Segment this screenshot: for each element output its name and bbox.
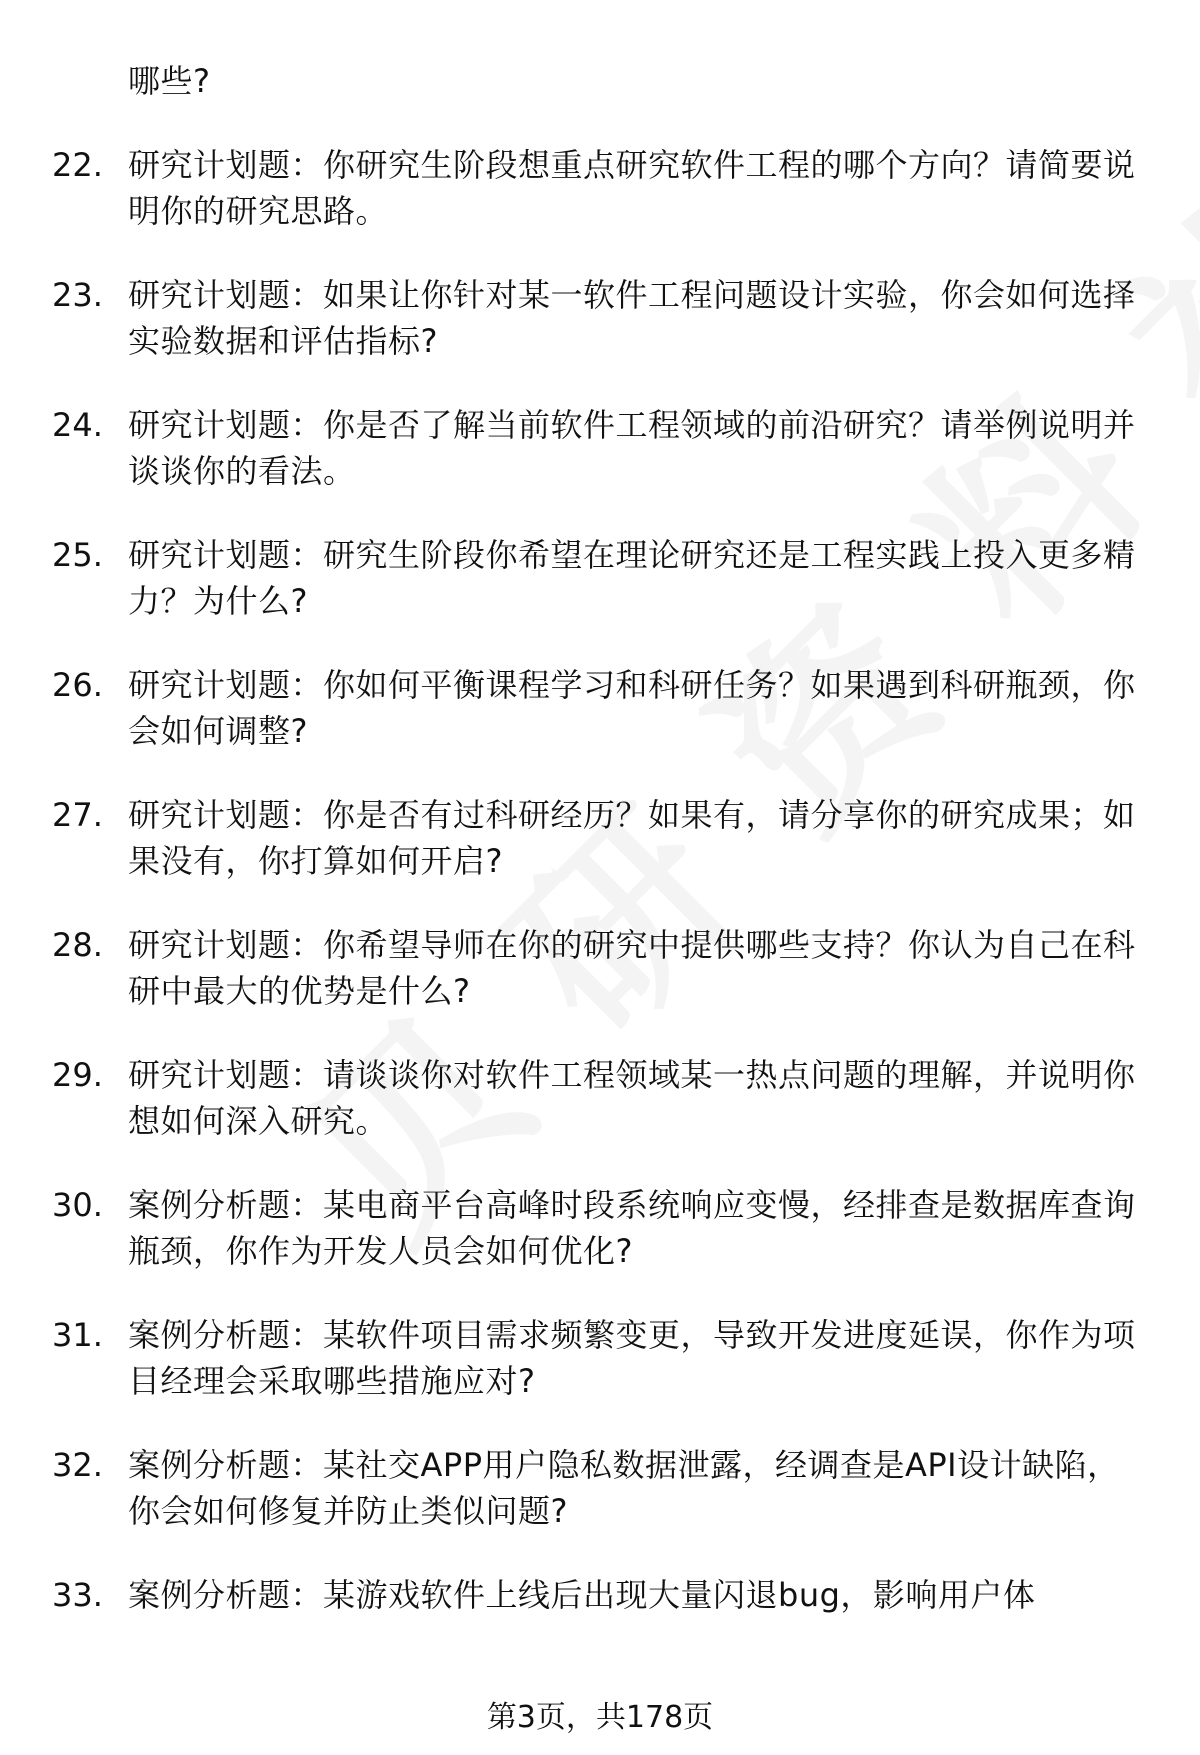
question-text: 案例分析题：某社交APP用户隐私数据泄露，经调查是API设计缺陷，你会如何修复并防止类似问题?	[128, 1446, 1120, 1530]
question-number: 24.	[52, 406, 103, 444]
question-number: 25.	[52, 536, 103, 574]
question-text: 研究计划题：你研究生阶段想重点研究软件工程的哪个方向？请简要说明你的研究思路。	[128, 146, 1136, 230]
question-item	[0, 532, 1200, 662]
question-text: 研究计划题：如果让你针对某一软件工程问题设计实验，你会如何选择实验数据和评估指标?	[128, 276, 1136, 360]
question-number: 28.	[52, 926, 103, 964]
question-item	[0, 662, 1200, 792]
question-text: 案例分析题：某游戏软件上线后出现大量闪退bug，影响用户体	[128, 1576, 1036, 1614]
page-footer: 第3页，共178页	[486, 1700, 714, 1735]
question-number: 29.	[52, 1056, 103, 1094]
question-list	[0, 142, 1200, 1702]
question-item	[0, 792, 1200, 922]
question-item	[0, 1312, 1200, 1442]
question-text: 研究计划题：你是否有过科研经历？如果有，请分享你的研究成果；如果没有，你打算如何开启?	[128, 796, 1136, 880]
question-text: 研究计划题：你希望导师在你的研究中提供哪些支持？你认为自己在科研中最大的优势是什么?	[128, 926, 1136, 1010]
question-item	[0, 272, 1200, 402]
question-text: 研究计划题：你如何平衡课程学习和科研任务？如果遇到科研瓶颈，你会如何调整?	[128, 666, 1136, 750]
question-item	[0, 1572, 1200, 1702]
question-item	[0, 1052, 1200, 1182]
question-item	[0, 142, 1200, 272]
question-text: 研究计划题：研究生阶段你希望在理论研究还是工程实践上投入更多精力？为什么?	[128, 536, 1136, 620]
question-item	[0, 1182, 1200, 1312]
question-number: 33.	[52, 1576, 103, 1614]
question-text: 案例分析题：某软件项目需求频繁变更，导致开发进度延误，你作为项目经理会采取哪些措施应对?	[128, 1316, 1136, 1400]
question-number: 32.	[52, 1446, 103, 1484]
question-item	[0, 1442, 1200, 1572]
question-number: 23.	[52, 276, 103, 314]
continuation-text: 哪些?	[128, 62, 211, 100]
question-number: 30.	[52, 1186, 103, 1224]
question-text: 研究计划题：请谈谈你对软件工程领域某一热点问题的理解，并说明你想如何深入研究。	[128, 1056, 1136, 1140]
question-number: 31.	[52, 1316, 103, 1354]
question-number: 26.	[52, 666, 103, 704]
question-number: 22.	[52, 146, 103, 184]
question-text: 案例分析题：某电商平台高峰时段系统响应变慢，经排查是数据库查询瓶颈，你作为开发人员会如何优化?	[128, 1186, 1136, 1270]
question-text: 研究计划题：你是否了解当前软件工程领域的前沿研究？请举例说明并谈谈你的看法。	[128, 406, 1136, 490]
question-item	[0, 922, 1200, 1052]
question-number: 27.	[52, 796, 103, 834]
question-item	[0, 402, 1200, 532]
